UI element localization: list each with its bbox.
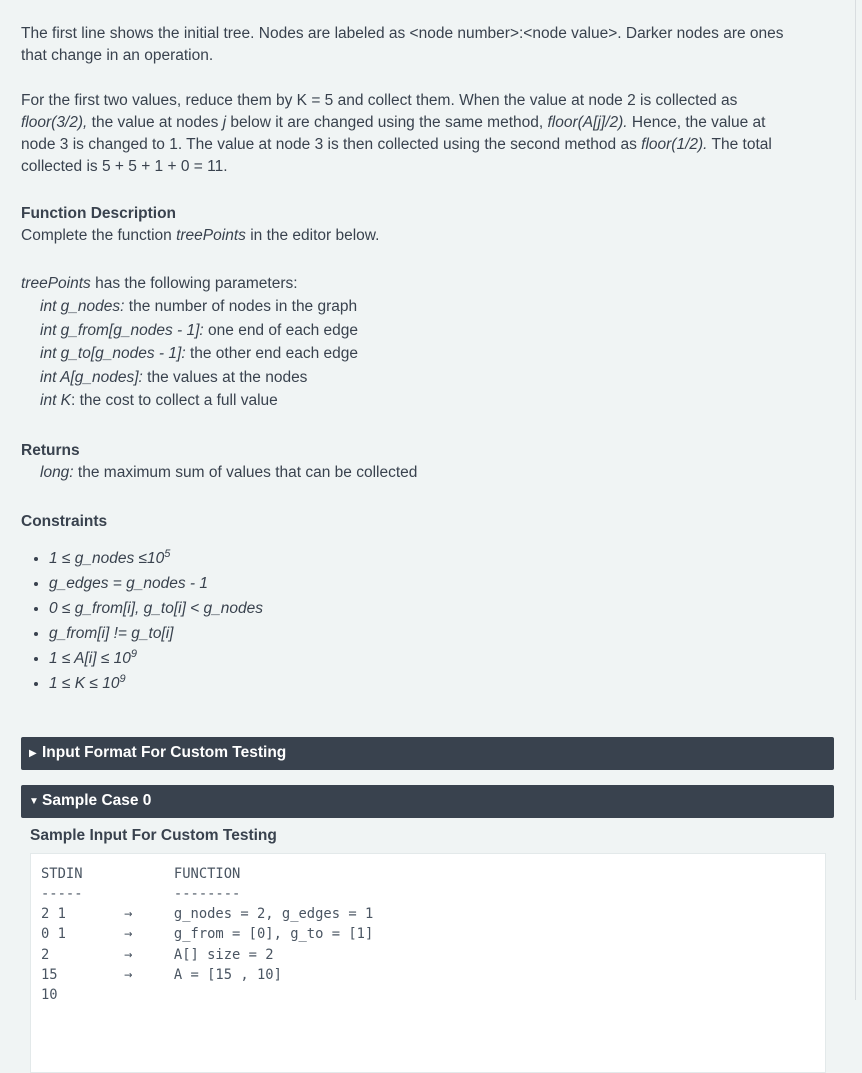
function-description-heading: Function Description [21,205,176,222]
paragraph-line: collected is 5 + 5 + 1 + 0 = 11. [21,158,228,175]
parameter-item: int g_nodes: the number of nodes in the graph [40,298,358,315]
parameter-item: int K: the cost to collect a full value [40,392,278,409]
page-right-border [855,0,856,1000]
constraint-item: • g_from[i] != g_to[i] [49,623,834,645]
paragraph-line: that change in an operation. [21,47,214,64]
input-format-accordion[interactable] [21,737,834,770]
constraints-list [21,548,834,695]
function-description-intro: Complete the function treePoints in the editor below. [21,227,380,244]
paragraph-line: The first line shows the initial tree. Nodes are labeled as <node number>:<node value>. Darker nodes are ones [21,25,784,42]
constraint-item: • g_edges = g_nodes - 1 [49,573,834,595]
constraints-section [21,511,834,695]
sample-case-accordion-label: Sample Case 0 [42,792,152,809]
paragraph-line: For the first two values, reduce them by K = 5 and collect them. When the value at node 2 is collected as [21,92,738,109]
code-line: 0 1 → g_from = [0], g_to = [1] [41,926,374,943]
parameters-intro: treePoints has the following parameters: [21,275,298,292]
sample-input-heading: Sample Input For Custom Testing [30,826,277,844]
constraints-heading: Constraints [21,512,108,530]
parameter-item: int A[g_nodes]: the values at the nodes [40,368,308,386]
chevron-right-icon: ▶ [29,747,37,759]
sample-case-accordion[interactable] [21,785,834,818]
function-description-section [21,203,834,247]
code-line: 10 [41,987,58,1004]
spacer [21,770,834,785]
paragraph-line: floor(3/2), the value at nodes j below it are changed using the same method, floor(A[j]/2). Hence, the value at [21,114,766,131]
parameters-section [21,273,834,413]
returns-heading: Returns [21,441,80,459]
parameter-item: int g_to[g_nodes - 1]: the other end each edge [40,345,359,362]
description-paragraph-1 [21,23,834,67]
constraint-item: • $1 \le K \le 10^9$ [49,673,834,695]
constraint-item: • $1 \le A[i] \le 10^9$ [49,648,834,670]
returns-section [21,440,834,484]
code-line: STDIN FUNCTION [41,865,241,882]
code-line: 2 → A[] size = 2 [41,946,274,963]
code-line: 15 → A = [15 , 10] [41,966,282,983]
input-format-accordion-label: Input Format For Custom Testing [42,744,287,761]
parameter-item: int g_from[g_nodes - 1]: one end of each edge [40,321,358,339]
sample-input-code-block [30,853,826,1073]
constraint-item: • 1 ≤ g_nodes $\le 10^5$ [49,548,834,570]
returns-description: long: the maximum sum of values that can be collected [40,463,418,481]
code-line: ----- -------- [41,885,241,902]
constraint-item: • 0 ≤ g_from[i], g_to[i] < g_nodes [49,598,834,620]
chevron-down-icon: ▼ [29,795,39,807]
description-paragraph-2 [21,90,834,178]
paragraph-line: node 3 is changed to 1. The value at node 3 is then collected using the second method as floor(1/2). The total [21,136,772,153]
code-line: 2 1 → g_nodes = 2, g_edges = 1 [41,906,374,923]
